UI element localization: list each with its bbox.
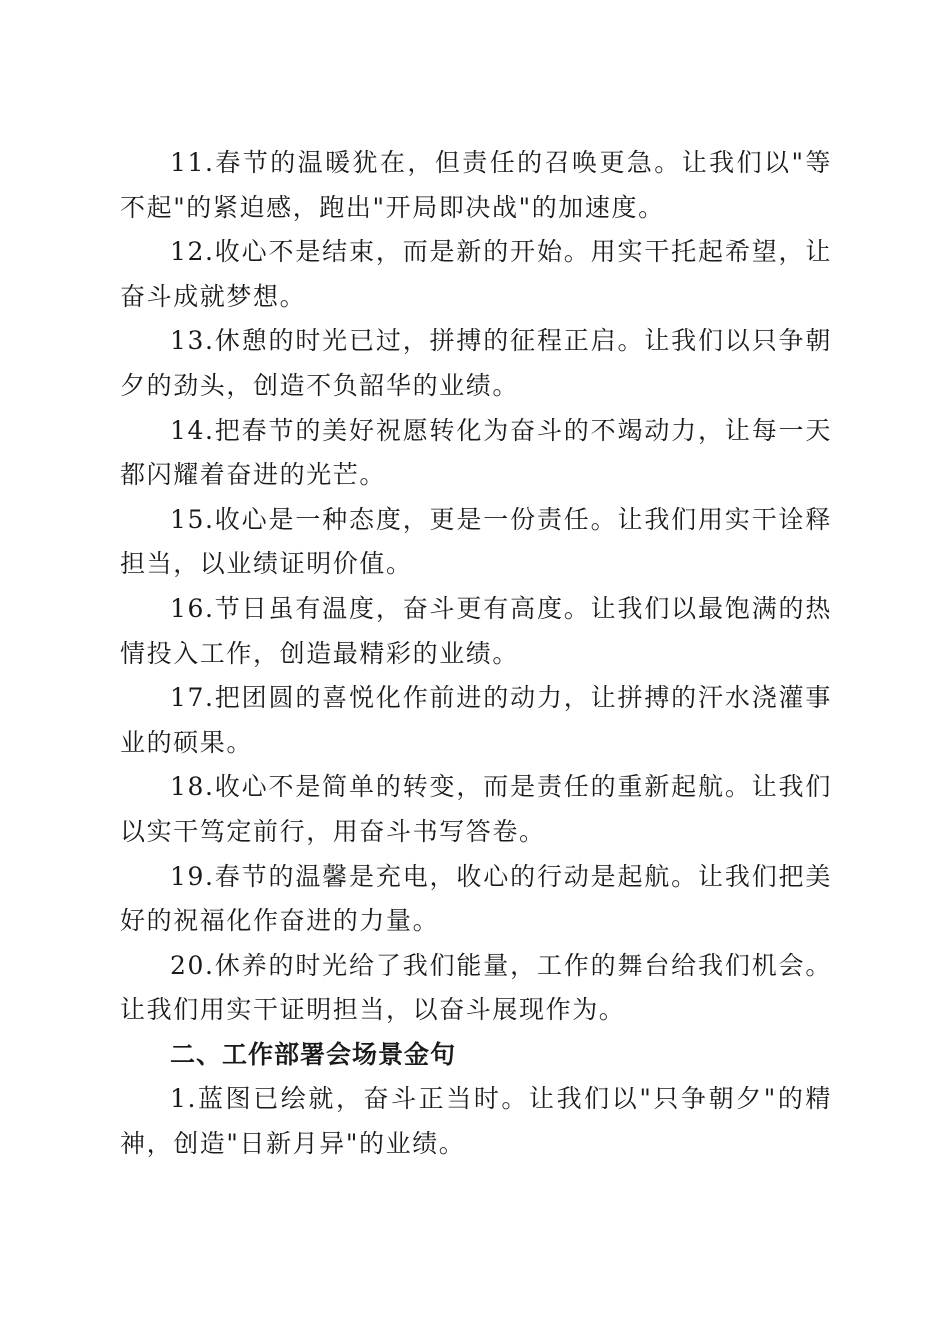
paragraph-11: 11.春节的温暖犹在，但责任的召唤更急。让我们以"等不起"的紧迫感，跑出"开局即决战"的加速度。 [120, 148, 832, 222]
paragraph-section2-1: 1.蓝图已绘就，奋斗正当时。让我们以"只争朝夕"的精神，创造"日新月异"的业绩。 [120, 1084, 832, 1159]
paragraph-18: 18.收心不是简单的转变，而是责任的重新起航。让我们以实干笃定前行，用奋斗书写答卷。 [120, 772, 832, 846]
paragraph-16: 16.节日虽有温度，奋斗更有高度。让我们以最饱满的热情投入工作，创造最精彩的业绩。 [120, 593, 832, 668]
paragraph-13: 13.休憩的时光已过，拼搏的征程正启。让我们以只争朝夕的劲头，创造不负韶华的业绩。 [120, 326, 832, 400]
document-body [120, 141, 832, 1167]
paragraph-19: 19.春节的温馨是充电，收心的行动是起航。让我们把美好的祝福化作奋进的力量。 [120, 861, 832, 936]
paragraph-20: 20.休养的时光给了我们能量，工作的舞台给我们机会。让我们用实干证明担当，以奋斗展现作为。 [120, 950, 832, 1025]
paragraph-12: 12.收心不是结束，而是新的开始。用实干托起希望，让奋斗成就梦想。 [120, 237, 832, 311]
paragraph-15: 15.收心是一种态度，更是一份责任。让我们用实干诠释担当，以业绩证明价值。 [120, 504, 832, 579]
paragraph-14: 14.把春节的美好祝愿转化为奋斗的不竭动力，让每一天都闪耀着奋进的光芒。 [120, 415, 832, 490]
section-heading: 二、工作部署会场景金句 [170, 1039, 457, 1069]
paragraph-17: 17.把团圆的喜悦化作前进的动力，让拼搏的汗水浇灌事业的硕果。 [120, 683, 832, 757]
